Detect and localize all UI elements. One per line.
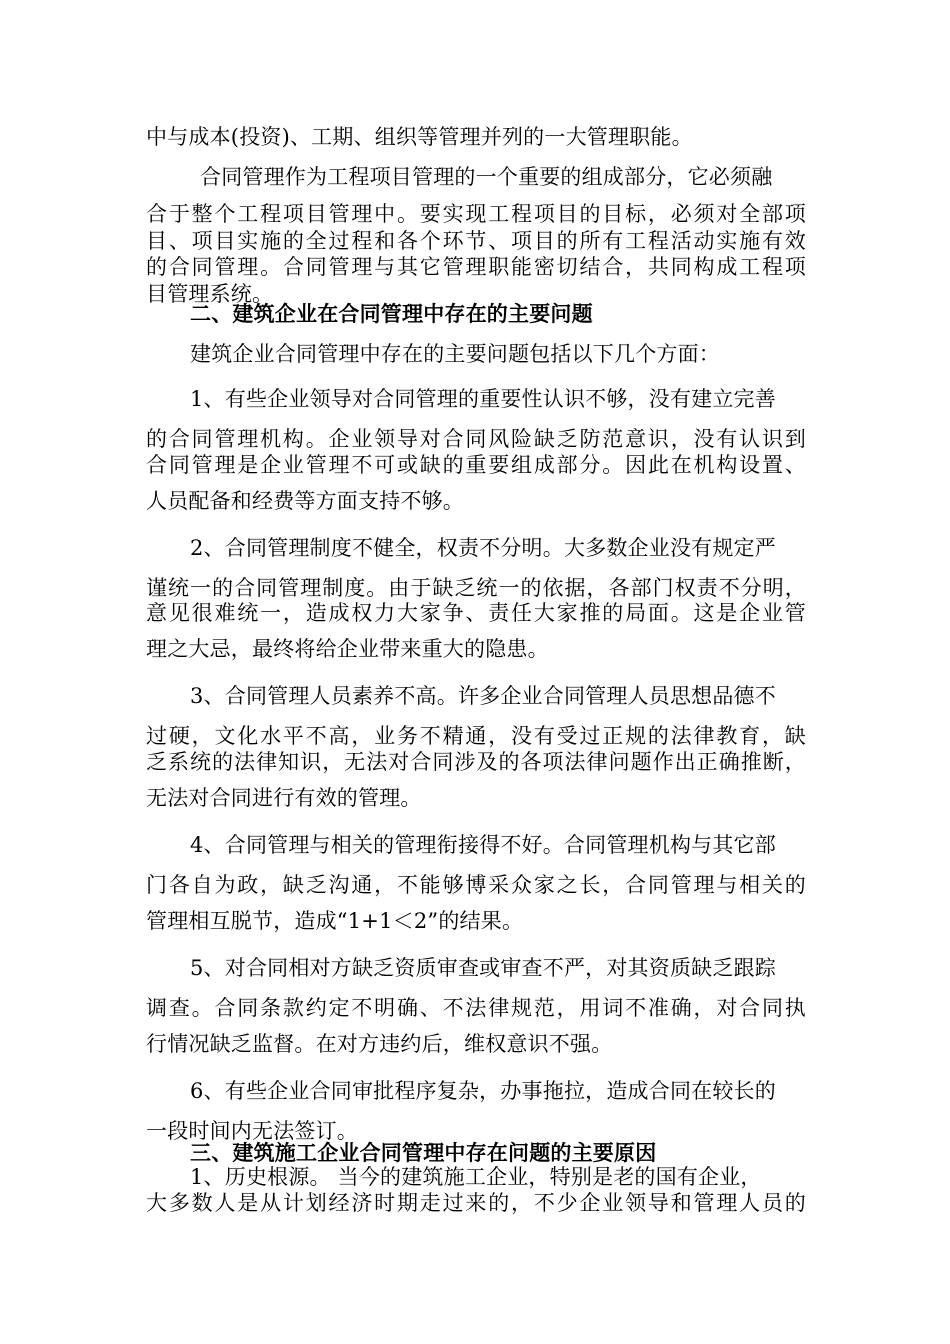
text-line: 谨统一的合同管理制度。由于缺乏统一的依据，各部门权责不分明， [146, 576, 806, 600]
text-line: 目管理系统。 [146, 282, 274, 306]
list-item-first-line: 6、有些企业合同审批程序复杂，办事拖拉，造成合同在较长的 [190, 1079, 776, 1103]
paragraph-first-line: 合同管理作为工程项目管理的一个重要的组成部分，它必须融 [200, 165, 773, 189]
text-line: 的合同管理。合同管理与其它管理职能密切结合，共同构成工程项 [146, 255, 806, 279]
text-line: 一段时间内无法签订。 [146, 1119, 358, 1143]
list-item-first-line: 1、有些企业领导对合同管理的重要性认识不够，没有建立完善 [190, 387, 776, 411]
text-line: 管理相互脱节，造成“1+1＜2”的结果。 [146, 909, 524, 933]
list-item-first-line: 4、合同管理与相关的管理衔接得不好。合同管理机构与其它部 [190, 833, 776, 857]
list-item-first-line: 3、合同管理人员素养不高。许多企业合同管理人员思想品德不 [190, 684, 776, 708]
paragraph-first-line: 建筑企业合同管理中存在的主要问题包括以下几个方面： [190, 342, 720, 366]
text-line: 过硬，文化水平不高，业务不精通，没有受过正规的法律教育，缺 [146, 724, 806, 748]
text-line: 中与成本(投资)、工期、组织等管理并列的一大管理职能。 [146, 125, 693, 149]
text-line: 合于整个工程项目管理中。要实现工程项目的目标，必须对全部项 [146, 202, 806, 226]
text-line: 合同管理是企业管理不可或缺的重要组成部分。因此在机构设置、 [146, 453, 806, 477]
text-line: 无法对合同进行有效的管理。 [146, 786, 422, 810]
text-line: 目、项目实施的全过程和各个环节、项目的所有工程活动实施有效 [146, 229, 806, 253]
text-line: 的合同管理机构。企业领导对合同风险缺乏防范意识，没有认识到 [146, 427, 806, 451]
paragraph-first-line: 1、历史根源。 当今的建筑施工企业，特别是老的国有企业， [190, 1165, 762, 1189]
text-line: 意见很难统一，造成权力大家争、责任大家推的局面。这是企业管 [146, 601, 806, 625]
text-line: 大多数人是从计划经济时期走过来的，不少企业领导和管理人员的 [146, 1191, 806, 1215]
text-line: 乏系统的法律知识，无法对合同涉及的各项法律问题作出正确推断， [146, 750, 806, 774]
text-line: 行情况缺乏监督。在对方违约后，维权意识不强。 [146, 1032, 613, 1056]
text-line: 调查。合同条款约定不明确、不法律规范，用词不准确，对合同执 [146, 996, 806, 1020]
text-line: 门各自为政，缺乏沟通，不能够博采众家之长，合同管理与相关的 [146, 873, 806, 897]
list-item-first-line: 2、合同管理制度不健全，权责不分明。大多数企业没有规定严 [190, 536, 776, 560]
section-heading: 二、建筑企业在合同管理中存在的主要问题 [190, 301, 593, 326]
text-line: 人员配备和经费等方面支持不够。 [146, 489, 464, 513]
text-line: 理之大忌，最终将给企业带来重大的隐患。 [146, 637, 549, 661]
list-item-first-line: 5、对合同相对方缺乏资质审查或审查不严，对其资质缺乏跟踪 [190, 956, 776, 980]
section-heading: 三、建筑施工企业合同管理中存在问题的主要原因 [190, 1140, 657, 1165]
